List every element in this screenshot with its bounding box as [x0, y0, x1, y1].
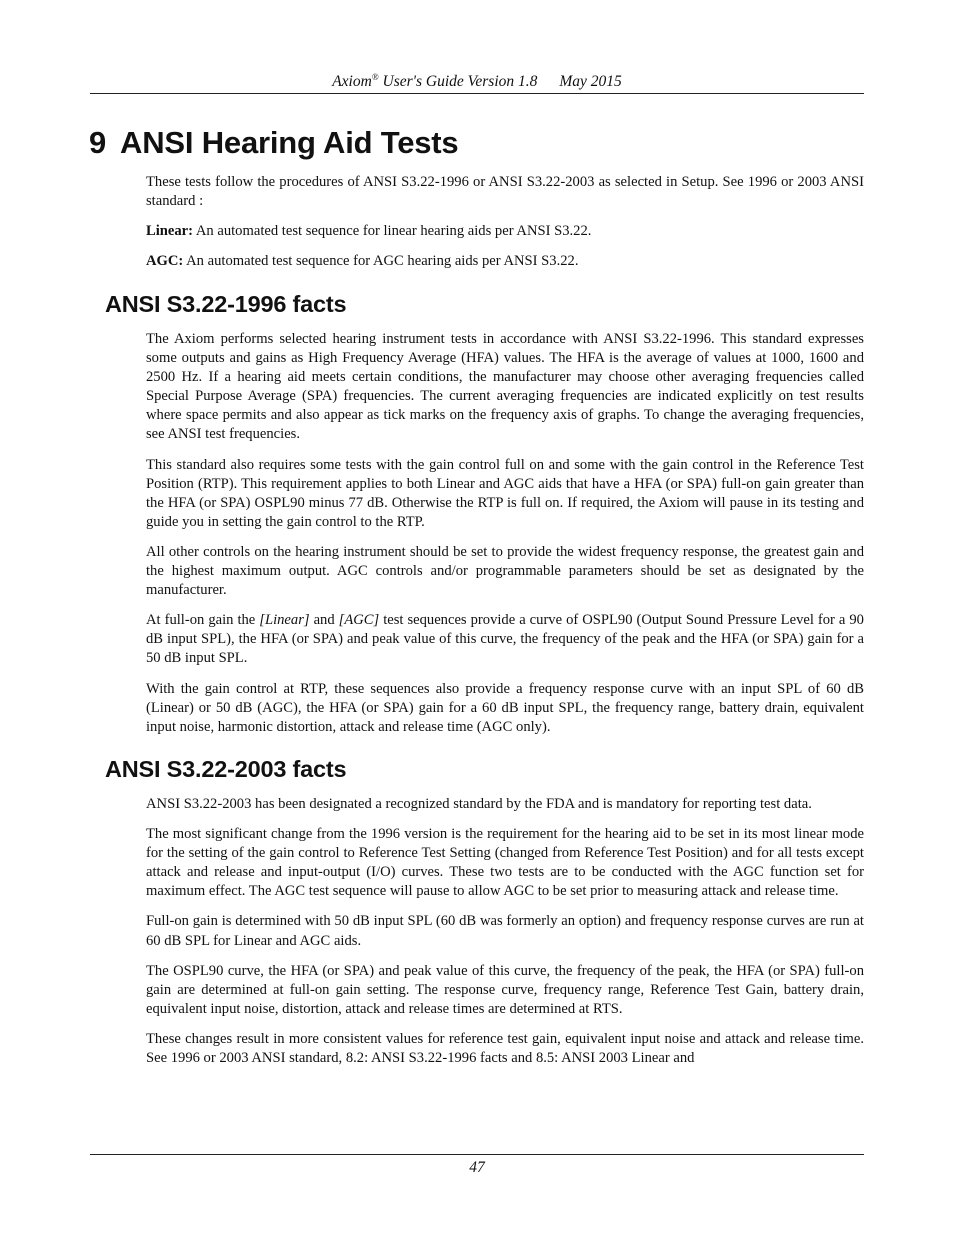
- linear-definition: [146, 222, 864, 241]
- linear-label: Linear:: [146, 223, 194, 240]
- section-1996-paragraph-1: The Axiom performs selected hearing instrument tests in accordance with ANSI S3.22-1996. This standard expresses some outputs and gains as High Frequency Average (HFA) values. The HFA is the average of values at 1000, 1600 and 2500 Hz. If a hearing aid meets certain conditions, the manufacturer may choose other averaging frequencies called Special Purpose Average (SPA) frequencies. The current averaging frequencies are indicated explicitly on test results where space permits and also appear as tick marks on the frequency axis of graphs. To change the averaging frequencies, see ANSI test frequencies.: [146, 331, 864, 443]
- section-2003-paragraph-4: The OSPL90 curve, the HFA (or SPA) and peak value of this curve, the frequency of the peak, the HFA (or SPA) full-on gain are determined at full-on gain setting. The response curve, frequency range, Reference Test Gain, battery drain, equivalent input noise, distortion, attack and release times are determined at RTS.: [146, 962, 864, 1017]
- p4-text-b: and: [309, 612, 339, 629]
- agc-definition: [146, 252, 864, 271]
- running-header: [90, 66, 864, 93]
- section-2003-title: ANSI S3.22-2003 facts: [105, 756, 347, 782]
- registered-mark: ®: [371, 72, 379, 82]
- p4-text-c: test sequences provide a curve of OSPL90 (Output Sound Pressure Level for a 90 dB input SPL), the HFA (or SPA) and peak value of this curve, the frequency of the peak and the HFA (or SPA) gain for a 50 dB input SPL.: [146, 612, 864, 667]
- p4-text-a: At full-on gain the: [146, 612, 260, 629]
- section-2003-paragraph-2: The most significant change from the 1996 version is the requirement for the hearing aid to be set in its most linear mode for the setting of the gain control to Reference Test Setting (changed from Reference Test Position) and for all tests except attack and release and input-output (I/O) curves. These two tests are to be conducted with the AGC function set for maximum effect. The AGC test sequence will pause to allow AGC to be set prior to measuring attack and release time.: [146, 826, 864, 900]
- header-title: Axiom: [332, 73, 372, 90]
- intro-paragraph: These tests follow the procedures of ANSI S3.22-1996 or ANSI S3.22-2003 as selected in Setup. See 1996 or 2003 ANSI standard :: [146, 174, 864, 210]
- header-subtitle: User's Guide Version 1.8: [378, 73, 538, 90]
- agc-label: AGC:: [146, 253, 184, 270]
- section-2003-paragraph-3: Full-on gain is determined with 50 dB input SPL (60 dB was formerly an option) and frequency response curves are run at 60 dB SPL for Linear and AGC aids.: [146, 913, 864, 949]
- chapter-title-text: ANSI Hearing Aid Tests: [120, 125, 459, 160]
- intro-block: [146, 173, 864, 282]
- chapter-number: 9: [89, 125, 107, 160]
- section-1996-paragraph-5: With the gain control at RTP, these sequences also provide a frequency response curve with an input SPL of 60 dB (Linear) or 50 dB (AGC), the HFA (or SPA) gain for a 60 dB input SPL, the frequency range, battery drain, equivalent input noise, harmonic distortion, attack and release time (AGC only).: [146, 680, 864, 735]
- chapter-title: [89, 122, 458, 164]
- section-1996-paragraph-4: [146, 611, 864, 668]
- section-2003-paragraph-1: ANSI S3.22-2003 has been designated a recognized standard by the FDA and is mandatory for reporting test data.: [146, 796, 812, 812]
- section-1996-paragraph-2: This standard also requires some tests with the gain control full on and some with the gain control in the Reference Test Position (RTP). This requirement applies to both Linear and AGC aids that have a HFA (or SPA) full-on gain greater than the HFA (or SPA) OSPL90 minus 77 dB. Otherwise the RTP is full on. If required, the Axiom will pause in its testing and guide you in setting the gain control to the RTP.: [146, 456, 864, 530]
- header-rule: [90, 93, 864, 94]
- header-date: May 2015: [559, 73, 622, 90]
- section-2003-body: [146, 795, 864, 1068]
- section-2003-paragraph-5: These changes result in more consistent values for reference test gain, equivalent input noise and attack and release time. See 1996 or 2003 ANSI standard, 8.2: ANSI S3.22-1996 facts and 8.5: ANSI 2003 Linear and: [146, 1030, 864, 1067]
- section-1996-body: [146, 330, 864, 748]
- page-number: 47: [469, 1159, 485, 1176]
- agc-sequence-ref: [AGC]: [338, 612, 380, 629]
- footer-rule: [90, 1154, 864, 1155]
- agc-text: An automated test sequence for AGC hearing aids per ANSI S3.22.: [183, 253, 579, 270]
- section-1996-paragraph-3: All other controls on the hearing instrument should be set to provide the widest frequency response, the greatest gain and the highest maximum output. AGC controls and/or programmable parameters should be set as designated by the manufacturer.: [146, 543, 864, 599]
- section-1996-title: ANSI S3.22-1996 facts: [105, 291, 347, 317]
- linear-sequence-ref: [Linear]: [259, 612, 310, 629]
- linear-text: An automated test sequence for linear hearing aids per ANSI S3.22.: [193, 223, 592, 240]
